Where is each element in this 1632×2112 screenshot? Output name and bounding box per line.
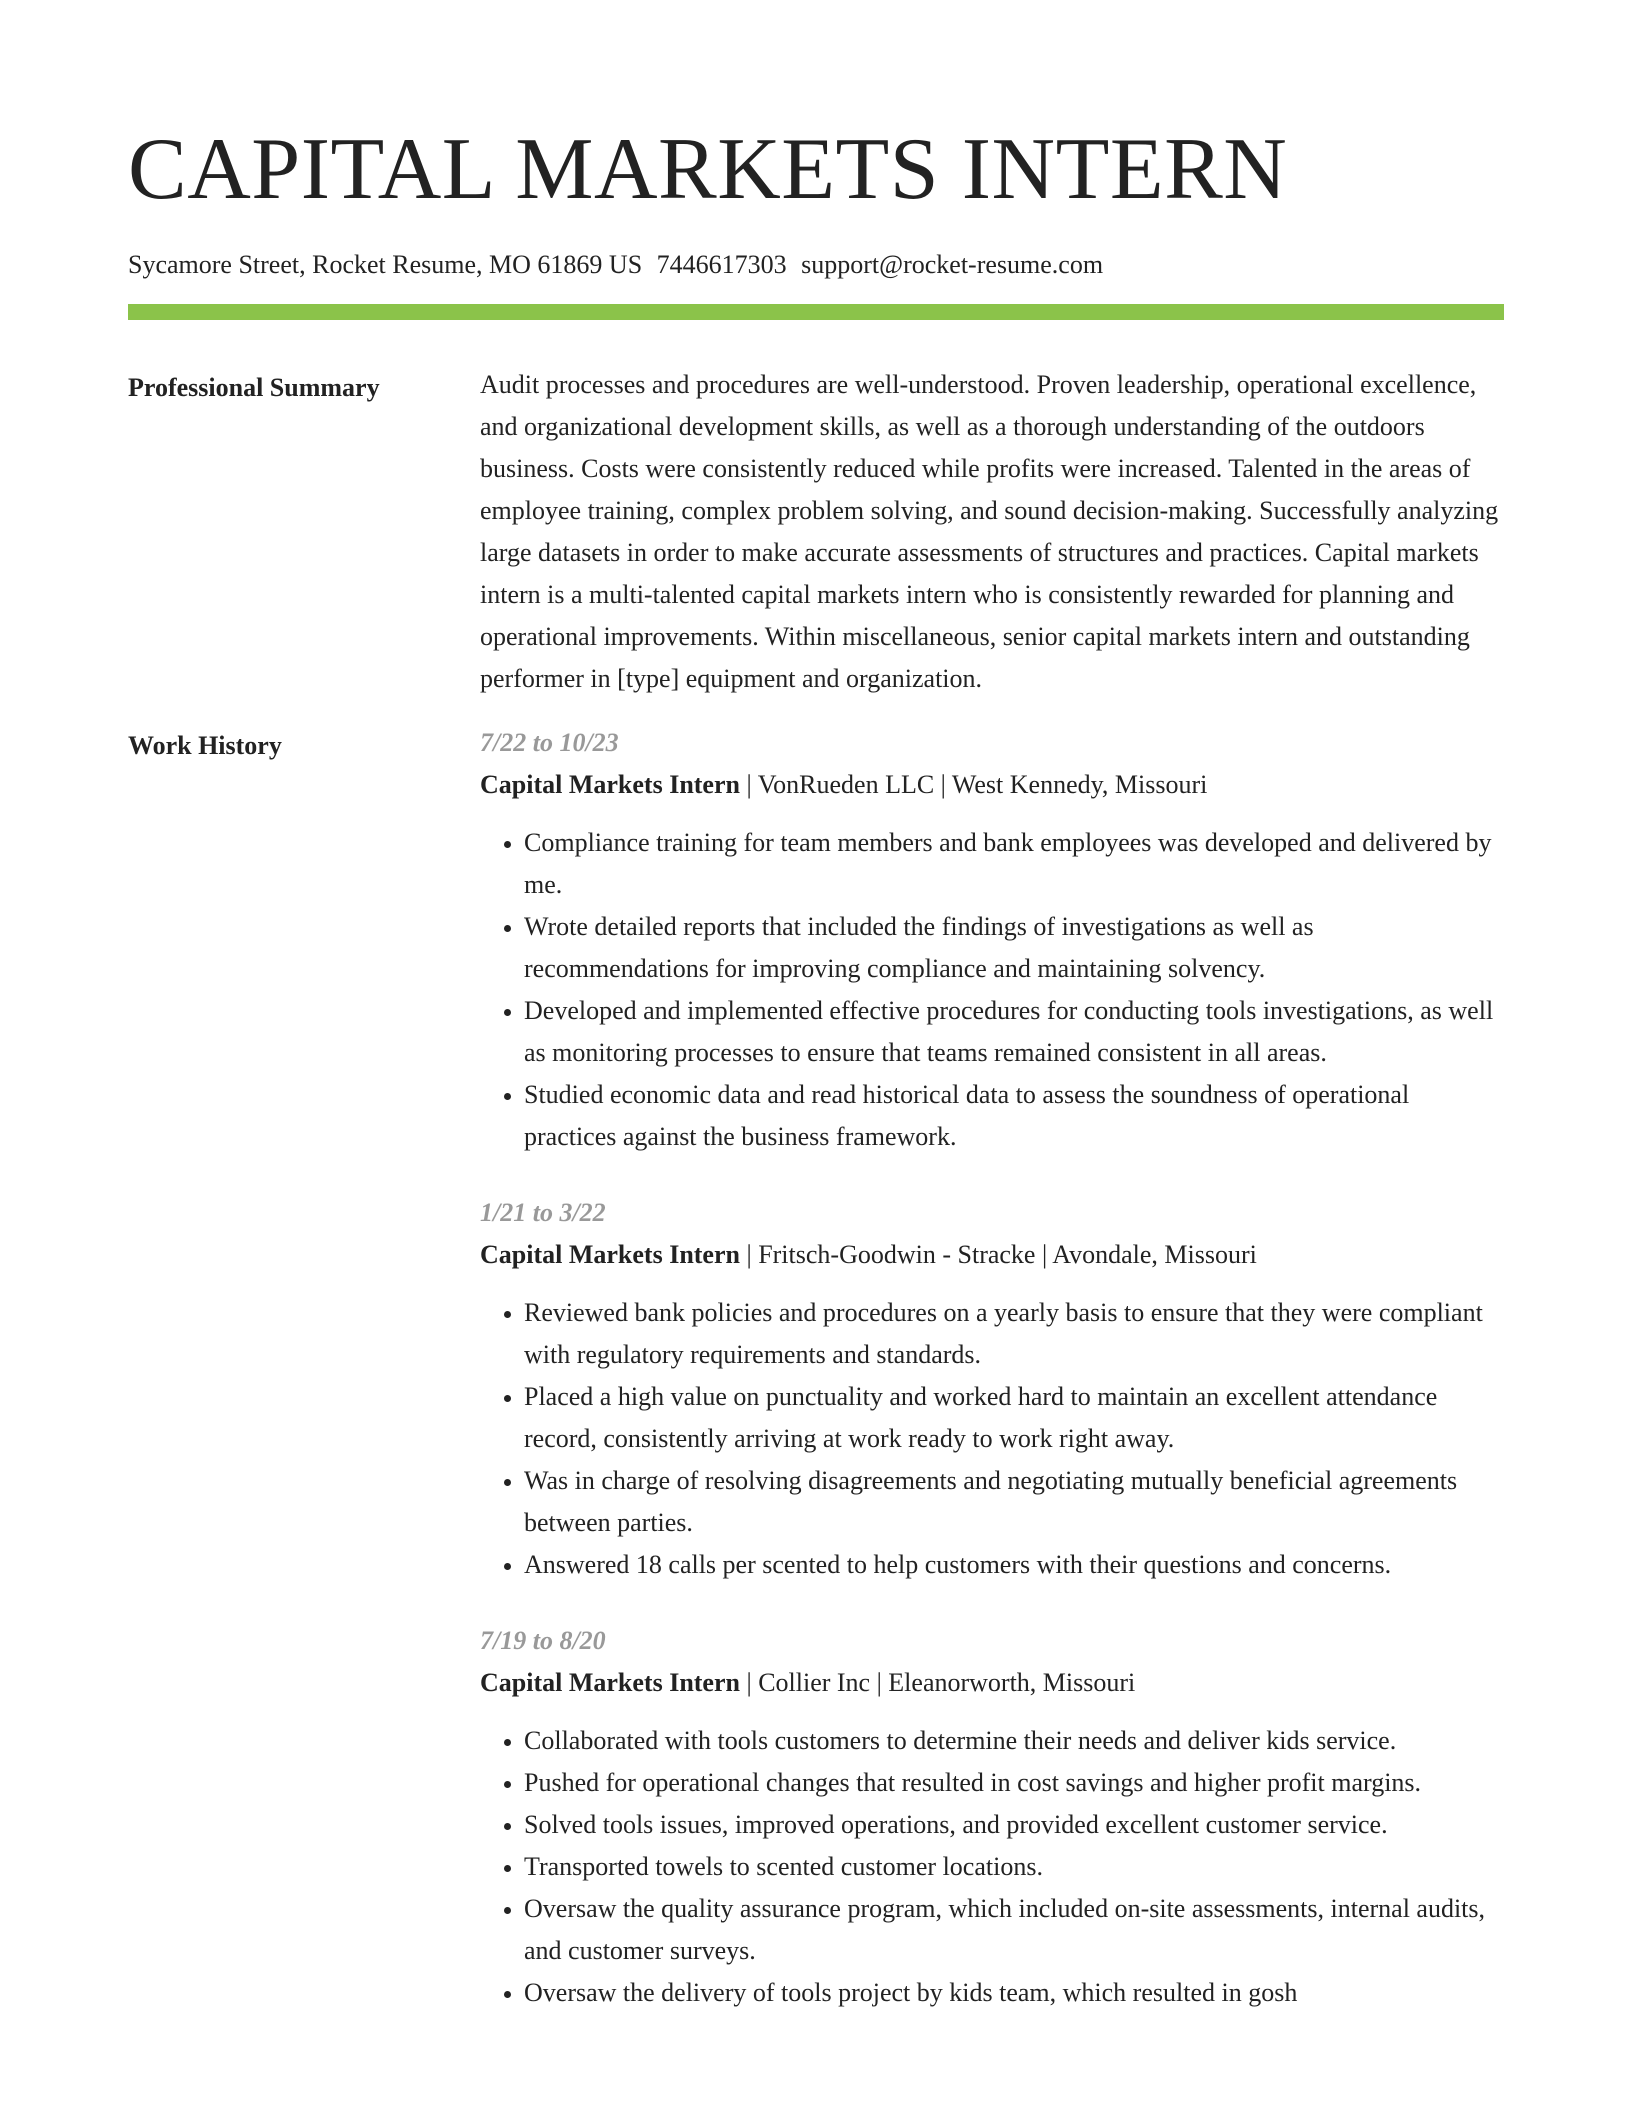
summary-body [480,372,1504,700]
job-bullet: • Oversaw the delivery of tools project by kids team, which resulted in gosh [524,1972,1504,2014]
work-history-section [128,730,1504,2048]
job-role-line [480,764,1504,806]
section-title-summary: Professional Summary [128,373,380,402]
job-role-line [480,1234,1504,1276]
resume-name-heading: CAPITAL MARKETS INTERN [128,121,1288,218]
job-details: | Collier Inc | Eleanorworth, Missouri [739,1668,1136,1697]
job-bullet-list [480,1292,1504,1586]
job-role: Capital Markets Intern [480,1668,740,1697]
job-bullet: • Reviewed bank policies and procedures on a yearly basis to ensure that they were compliant with regulatory requirements and standards. [524,1292,1504,1376]
job-bullet: • Was in charge of resolving disagreements and negotiating mutually beneficial agreements between parties. [524,1460,1504,1544]
job-details: | VonRueden LLC | West Kennedy, Missouri [739,770,1208,799]
job-entry [480,1620,1504,2014]
job-entry [480,722,1504,1158]
job-bullet: • Developed and implemented effective procedures for conducting tools investigations, as well as monitoring processes to ensure that teams remained consistent in all areas. [524,990,1504,1074]
job-bullet: • Solved tools issues, improved operations, and provided excellent customer service. [524,1804,1504,1846]
section-title-work: Work History [128,731,282,760]
job-bullet: • Transported towels to scented customer locations. [524,1846,1504,1888]
job-bullet: • Oversaw the quality assurance program, which included on-site assessments, internal audits, and customer surveys. [524,1888,1504,1972]
job-bullet: • Collaborated with tools customers to determine their needs and deliver kids service. [524,1720,1504,1762]
job-bullet: • Answered 18 calls per scented to help customers with their questions and concerns. [524,1544,1504,1586]
job-bullet-list [480,822,1504,1158]
job-bullet: • Pushed for operational changes that resulted in cost savings and higher profit margins. [524,1762,1504,1804]
contact-email: support@rocket-resume.com [801,250,1104,279]
resume-page [128,120,1504,2048]
contact-phone: 7446617303 [656,250,787,279]
job-role: Capital Markets Intern [480,770,740,799]
work-history-body [480,730,1504,2048]
contact-address: Sycamore Street, Rocket Resume, MO 61869 US [128,250,643,279]
header-divider [128,304,1504,320]
job-dates: 7/22 to 10/23 [480,728,619,757]
job-role-line [480,1662,1504,1704]
job-bullet: • Studied economic data and read historical data to assess the soundness of operational practices against the business framework. [524,1074,1504,1158]
job-dates: 7/19 to 8/20 [480,1626,606,1655]
job-bullet: • Wrote detailed reports that included the findings of investigations as well as recommendations for improving compliance and maintaining solvency. [524,906,1504,990]
job-bullet: • Placed a high value on punctuality and worked hard to maintain an excellent attendance record, consistently arriving at work ready to work right away. [524,1376,1504,1460]
job-bullet-list [480,1720,1504,2014]
job-details: | Fritsch-Goodwin - Stracke | Avondale, Missouri [739,1240,1257,1269]
summary-text: Audit processes and procedures are well-understood. Proven leadership, operational excellence, and organizational development skills, as well as a thorough understanding of the outdoors business. Costs were consistently reduced while profits were increased. Talented in the areas of employee training, complex problem solving, and sound decision-making. Successfully analyzing large datasets in order to make accurate assessments of structures and practices. Capital markets intern is a multi-talented capital markets intern who is consistently rewarded for planning and operational improvements. Within miscellaneous, senior capital markets intern and outstanding performer in [type] equipment and organization. [480,370,1499,693]
professional-summary-section [128,372,1504,700]
job-dates: 1/21 to 3/22 [480,1198,606,1227]
contact-line [128,248,1504,282]
job-entry [480,1192,1504,1586]
job-bullet: • Compliance training for team members and bank employees was developed and delivered by me. [524,822,1504,906]
job-role: Capital Markets Intern [480,1240,740,1269]
